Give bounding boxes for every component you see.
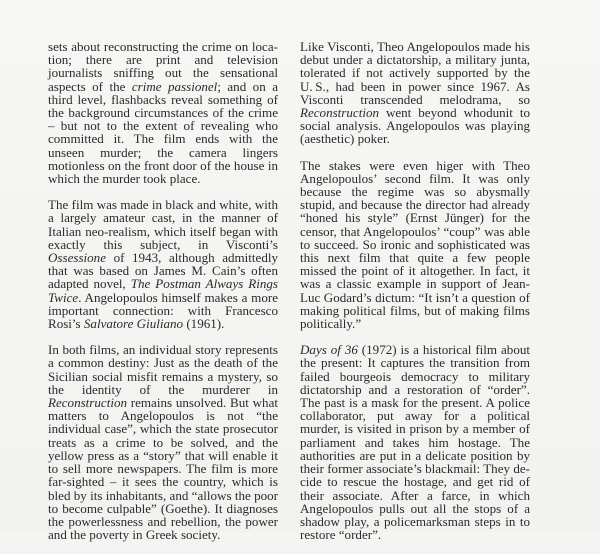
- italic-title-text: Salvatore Giuliano: [83, 316, 184, 332]
- paragraph: [48, 40, 278, 185]
- body-text: The stakes were even higer with Theo Angelopoulos’ second film. It was only because the regime was so abysmally stupid, and because the director had already “honed his style” (Ernst Jünger) for the censor, that Angelopoulos’ “coup” was able to succeed. So ironic and sophisticated was this next film that quite a few people missed the point of it altogether. In fact, it was a classic example in support of Jean-Luc Godard’s dictum: “It isn’t a question of making political films, but of making films politically.”: [300, 157, 530, 332]
- body-text: In both films, an individual story represents a common destiny: Just as the death of the Sicilian social misfit remains a mystery, so the identity of the murderer in: [48, 342, 278, 397]
- paragraph: [300, 159, 530, 331]
- italic-title-text: crime passionel: [131, 78, 218, 94]
- body-text: sets about reconstructing the crime on location; there are print and television journalists sniffing out the sensational aspects of the: [48, 39, 278, 94]
- italic-title-text: Days of 36: [300, 342, 358, 358]
- right-column: [300, 40, 530, 554]
- body-text: The film was made in black and white, with a largely amateur cast, in the manner of Italian neo-realism, which itself began with exactly this subject, in Visconti’s: [48, 197, 278, 252]
- body-text: (1961).: [183, 316, 225, 332]
- italic-title-text: The Postman Always Rings Twice: [48, 276, 278, 305]
- paragraph: [300, 343, 530, 541]
- body-text: remains unsolved. But what matters to Angelopoulos is not “the individual case”, which the state prosecutor treats as a crime to be solved, and the yellow press as a “story” that will enable it to sell more newspapers. The film is more far-sighted – it sees the country, which is bled by its inhabitants, and “allows the poor to become culpable” (Goethe). It diagnoses the powerlessness and rebellion, the power and the poverty in Greek society.: [48, 395, 278, 543]
- body-text: Like Visconti, Theo Angelopoulos made his debut under a dictatorship, a military junta, tolerated if not actively supported by the U. S., had been in power since 1967. As Visconti transcended melodrama, so: [300, 39, 530, 107]
- italic-title-text: Ossessione: [48, 250, 106, 266]
- body-text: . Angelopoulos himself makes a more important connection: with Francesco Rosi’s: [48, 289, 278, 332]
- body-text: of 1943, although admittedly that was based on James M. Cain’s often adapted novel,: [48, 250, 278, 292]
- body-text: (1972) is a historical film about the present: It captures the transition from failed bourgeois democracy to military dictatorship and a restoration of “order”. The past is a mask for the present. A police collaborator, put away for a political murder, is visited in prison by a member of parliament and takes him hostage. The authorities are put in a delicate position by their former associate’s blackmail: They decide to rescue the hostage, and get rid of their associate. After a farce, in which Angelopoulos pulls out all the stops of a shadow play, a policemarksman steps in to restore “order”.: [300, 342, 530, 543]
- italic-title-text: Reconstruction: [48, 395, 127, 411]
- italic-title-text: Reconstruction: [300, 105, 379, 121]
- paragraph: [48, 198, 278, 330]
- left-column: [48, 40, 278, 554]
- body-text: ; and on a third level, flashbacks reveal something of the background circumstances of the crime – but not to the extent of revealing who committed it. The film ends with the unseen murder; the camera lingers motionless on the front door of the house in which the murder took place.: [48, 78, 278, 187]
- paragraph: [300, 40, 530, 146]
- paragraph: [48, 343, 278, 541]
- body-text: went beyond whodunit to social analysis. Angelopoulos was playing (aesthetic) poker.: [300, 105, 530, 147]
